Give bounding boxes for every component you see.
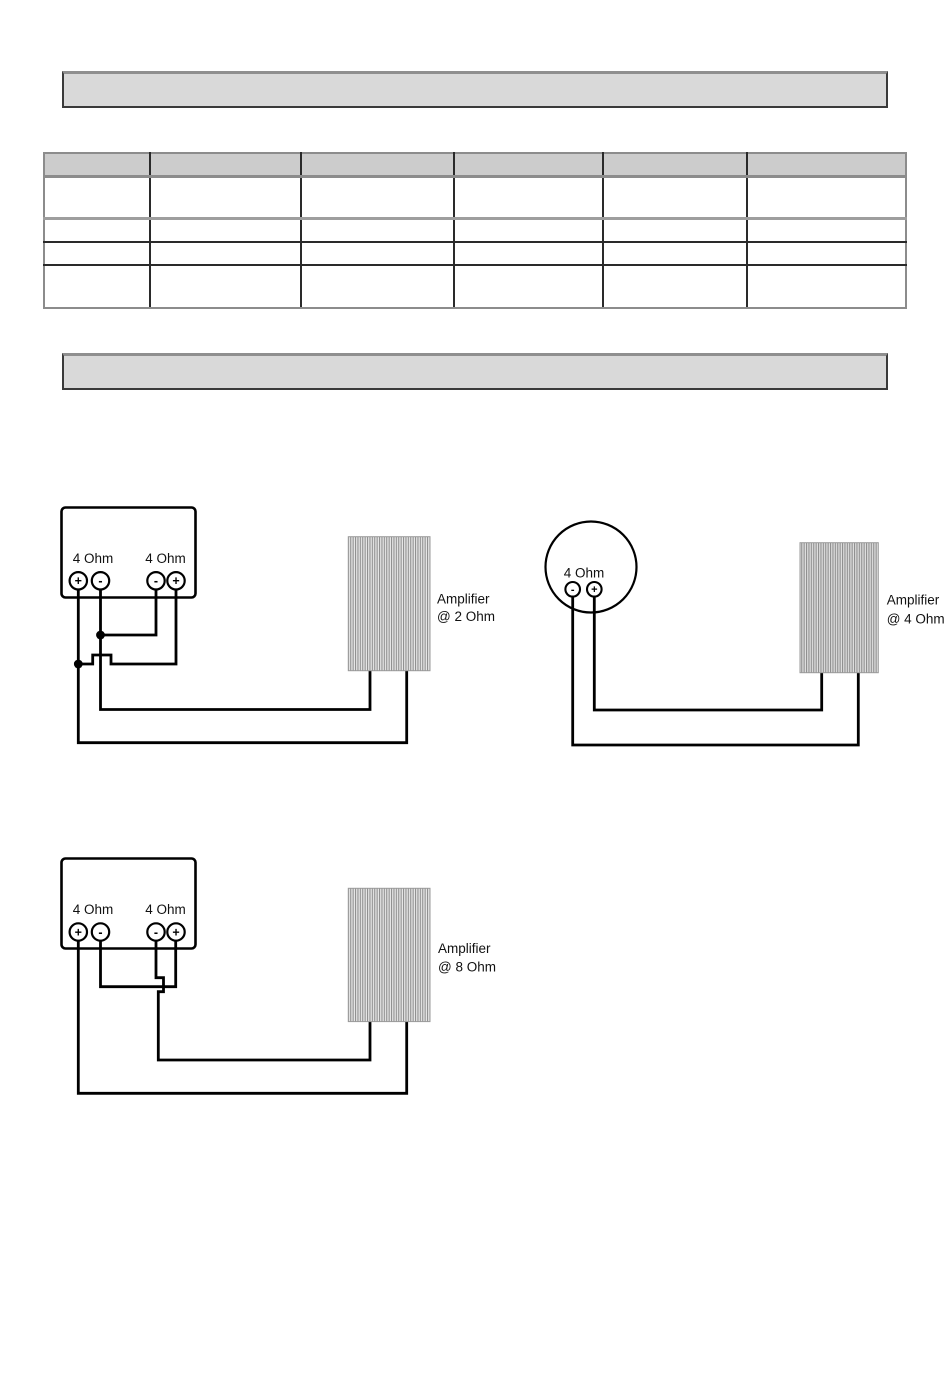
table-cell: [44, 219, 150, 242]
amplifier-block: [348, 888, 430, 1021]
table-row: [44, 219, 906, 242]
plus-terminal-icon: [167, 923, 184, 940]
table-cell: [747, 177, 906, 219]
table-cell: [454, 265, 603, 308]
terminal-sign: +: [74, 925, 82, 940]
table-cell: [44, 177, 150, 219]
table-cell: [603, 242, 747, 265]
plus-terminal-icon: [167, 572, 184, 589]
diagram-dual-coil-series: [55, 850, 505, 1110]
terminal-sign: +: [172, 925, 180, 940]
table-header-row: [44, 153, 906, 177]
table-cell: [44, 265, 150, 308]
coil-label: 4 Ohm: [563, 565, 605, 581]
plus-terminal-icon: [70, 923, 87, 940]
section-header-bar-2: [62, 353, 888, 390]
terminal-sign: -: [98, 925, 103, 940]
minus-terminal-icon: [147, 572, 164, 589]
amplifier-label-line1: Amplifier: [886, 592, 940, 608]
coil-label: 4 Ohm: [72, 551, 114, 566]
table-cell: [301, 219, 454, 242]
diagram-single-coil: [530, 500, 950, 770]
table-cell: [603, 265, 747, 308]
junction-dot: [96, 631, 105, 640]
table-header-cell: [301, 153, 454, 177]
terminal-sign: -: [153, 925, 159, 940]
amplifier-label-line1: Amplifier: [438, 941, 491, 956]
amplifier-block: [348, 537, 430, 671]
terminal-sign: +: [74, 574, 82, 589]
minus-terminal-icon: [565, 582, 580, 597]
coil-label: 4 Ohm: [145, 551, 186, 566]
table-cell: [301, 242, 454, 265]
table-cell: [454, 242, 603, 265]
table-header-cell: [603, 153, 747, 177]
table-header-cell: [44, 153, 150, 177]
table-cell: [150, 219, 301, 242]
wire-positive-to-amp: [594, 596, 821, 710]
amplifier-label-line2: @ 2 Ohm: [437, 609, 495, 624]
table-cell: [454, 219, 603, 242]
plus-terminal-icon: [587, 582, 602, 597]
wire-positive-link: [78, 588, 176, 664]
terminal-sign: -: [570, 584, 575, 597]
table-header-cell: [747, 153, 906, 177]
terminal-sign: +: [591, 584, 598, 597]
table-cell: [150, 242, 301, 265]
terminal-sign: +: [172, 574, 180, 589]
table-cell: [454, 177, 603, 219]
amplifier-label-line2: @ 4 Ohm: [886, 611, 945, 627]
section-header-bar-1: [62, 71, 888, 108]
amplifier-block: [800, 543, 878, 673]
table-cell: [301, 177, 454, 219]
table-cell: [603, 219, 747, 242]
table-cell: [301, 265, 454, 308]
spec-table: [43, 152, 907, 309]
table-row: [44, 242, 906, 265]
diagram-dual-coil-parallel: [55, 500, 505, 760]
table-cell: [603, 177, 747, 219]
table-cell: [150, 177, 301, 219]
table-cell: [44, 242, 150, 265]
coil-label: 4 Ohm: [72, 902, 114, 917]
wire-negative-to-amp: [101, 635, 371, 710]
table-header-cell: [150, 153, 301, 177]
amplifier-label-line1: Amplifier: [437, 591, 490, 607]
table-row: [44, 265, 906, 308]
minus-terminal-icon: [92, 572, 109, 589]
minus-terminal-icon: [147, 923, 164, 940]
table-cell: [747, 242, 906, 265]
table-row: [44, 177, 906, 219]
minus-terminal-icon: [92, 923, 109, 940]
table-cell: [150, 265, 301, 308]
terminal-sign: -: [153, 574, 159, 589]
wire-negative-to-amp: [156, 940, 370, 1060]
plus-terminal-icon: [70, 572, 87, 589]
amplifier-label-line2: @ 8 Ohm: [438, 959, 496, 975]
table-cell: [747, 265, 906, 308]
terminal-sign: -: [98, 574, 103, 589]
table-cell: [747, 219, 906, 242]
junction-dot: [74, 660, 83, 669]
table-header-cell: [454, 153, 603, 177]
coil-label: 4 Ohm: [145, 902, 186, 917]
